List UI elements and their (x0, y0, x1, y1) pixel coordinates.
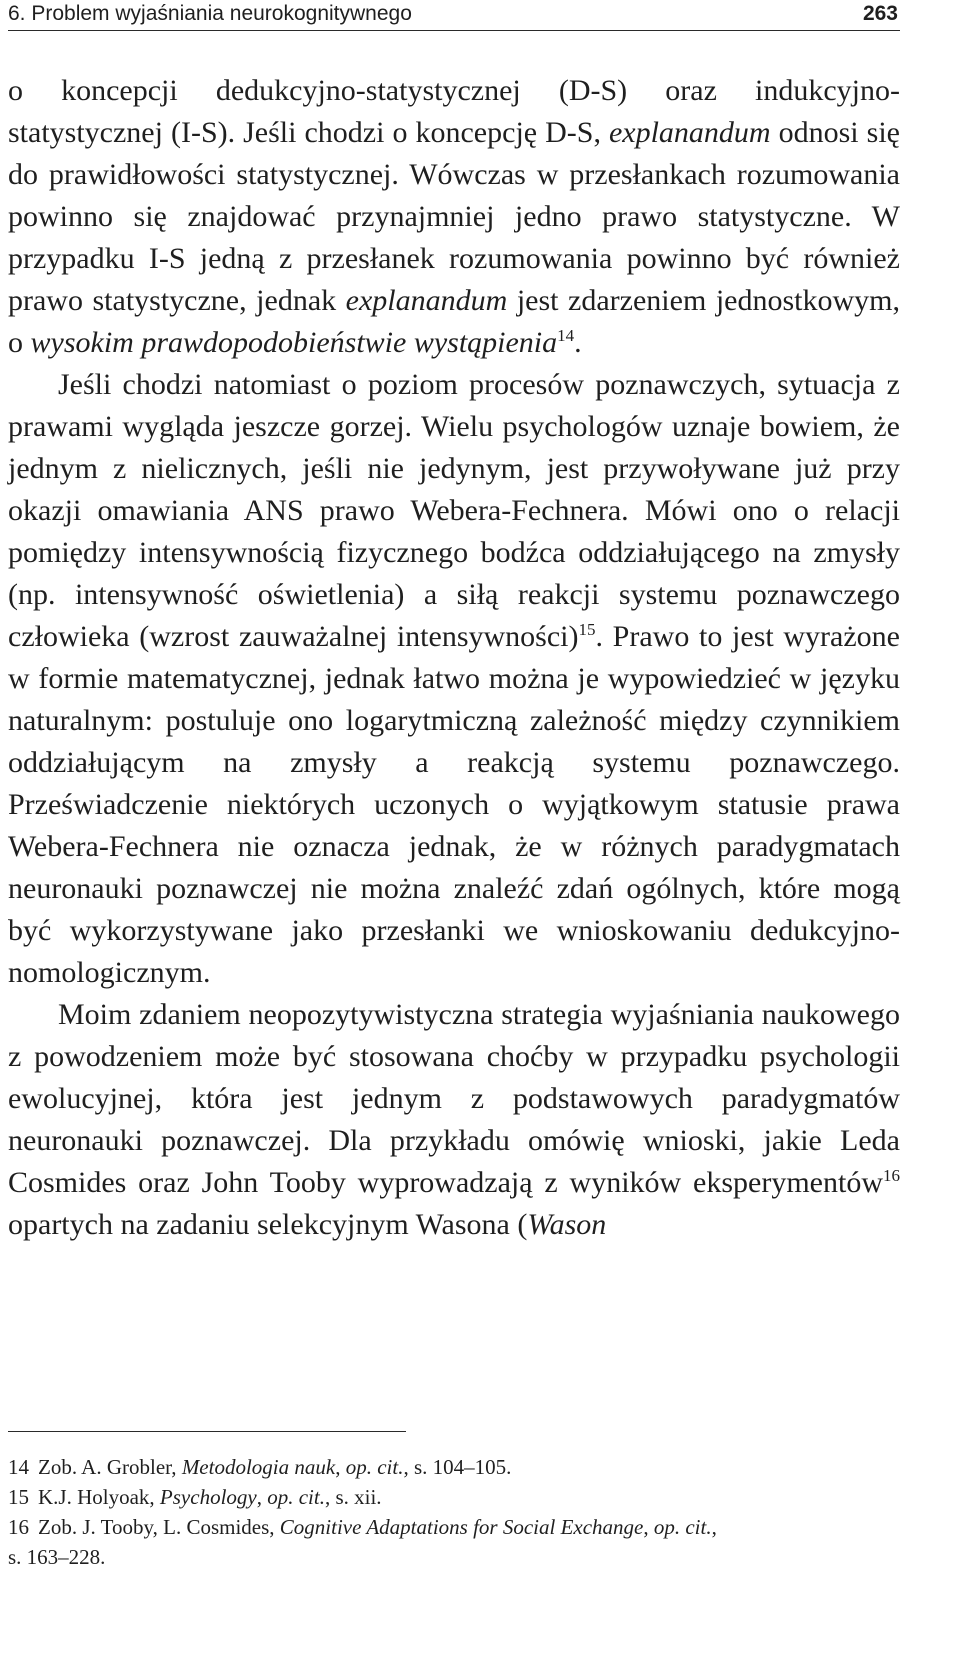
footnote-number: 16 (8, 1515, 29, 1539)
footnote-text: K.J. Holyoak, Psychology, op. cit., s. xii. (38, 1485, 382, 1509)
italic-term: Wason (527, 1208, 607, 1241)
footnote-text: Zob. J. Tooby, L. Cosmides, Cognitive Adaptations for Social Exchange, op. cit., s. 163–228. (8, 1515, 717, 1569)
page-number: 263 (862, 2, 898, 25)
paragraph-3 (8, 994, 900, 1246)
text-run: odnosi się do prawidłowości statystycznej. Wówczas w przesłankach rozumowania powinno się znajdować przynajmniej jedno prawo statystyczne. W przypadku I-S jedną z przesłanek rozumowania powinno być również prawo statystyczne, jednak (8, 116, 900, 317)
text-run: jest zdarzeniem jednostkowym, o (8, 284, 900, 359)
chapter-title: 6. Problem wyjaśniania neurokognitywnego (8, 2, 412, 25)
footnote-ref-14[interactable]: 14 (557, 326, 575, 345)
footnote-ref-16[interactable]: 16 (883, 1166, 900, 1185)
footnote-16 (8, 1512, 900, 1572)
footnote-number: 15 (8, 1485, 29, 1509)
text-run: . Prawo to jest wyrażone w formie matematycznej, jednak łatwo można je wypowiedzieć w języku naturalnym: postuluje ono logarytmiczną zależność między czynnikiem oddziałującym na zmysły a reakcją systemu poznawczego. Przeświadczenie niektórych uczonych o wyjątkowym statusie prawa Webera-Fechnera nie oznacza jednak, że w różnych paradygmatach neuronauki poznawczej nie można znaleźć zdań ogólnych, które mogą być wykorzystywane jako przesłanki we wnioskowaniu dedukcyjno-nomologicznym. (8, 620, 900, 989)
paragraph-2 (8, 364, 900, 994)
text-run: Moim zdaniem neopozytywistyczna strategia wyjaśniania naukowego z powodzeniem może być stosowana choćby w przypadku psychologii ewolucyjnej, która jest jednym z podstawowych paradygmatów neuronauki poznawczej. Dla przykładu omówię wnioski, jakie Leda Cosmides oraz John Tooby wyprowadzają z wyników eksperymentów (8, 998, 900, 1199)
footnote-ref-15[interactable]: 15 (578, 620, 596, 639)
footnote-text: Zob. A. Grobler, Metodologia nauk, op. cit., s. 104–105. (38, 1455, 512, 1479)
text-run: . (574, 326, 582, 359)
footnote-14 (8, 1452, 900, 1482)
italic-term: explanandum (345, 284, 508, 317)
italic-term: explanandum (608, 116, 771, 149)
main-text (8, 70, 900, 1246)
text-run: o koncepcji dedukcyjno-statystycznej (D-S) oraz indukcyjno-statystycznej (I-S). Jeśli chodzi o koncepcję D-S, (8, 74, 900, 149)
footnote-15 (8, 1482, 900, 1512)
text-run: opartych na zadaniu selekcyjnym Wasona ( (8, 1208, 528, 1241)
running-header (8, 0, 900, 31)
paragraph-1 (8, 70, 900, 364)
text-run: Jeśli chodzi natomiast o poziom procesów poznawczych, sytuacja z prawami wygląda jeszcze gorzej. Wielu psychologów uznaje bowiem, że jednym z nielicznych, jeśli nie jedynym, jest przywoływane już przy okazji omawiania ANS prawo Webera-Fechnera. Mówi ono o relacji pomiędzy intensywnością fizycznego bodźca oddziałującego na zmysły (np. intensywność oświetlenia) a siłą reakcji systemu poznawczego człowieka (wzrost zauważalnej intensywności) (8, 368, 900, 653)
footnote-divider (8, 1431, 406, 1432)
footnote-number: 14 (8, 1455, 29, 1479)
footnotes (8, 1452, 900, 1572)
italic-term: wysokim prawdopodobieństwie wystąpienia (30, 326, 558, 359)
